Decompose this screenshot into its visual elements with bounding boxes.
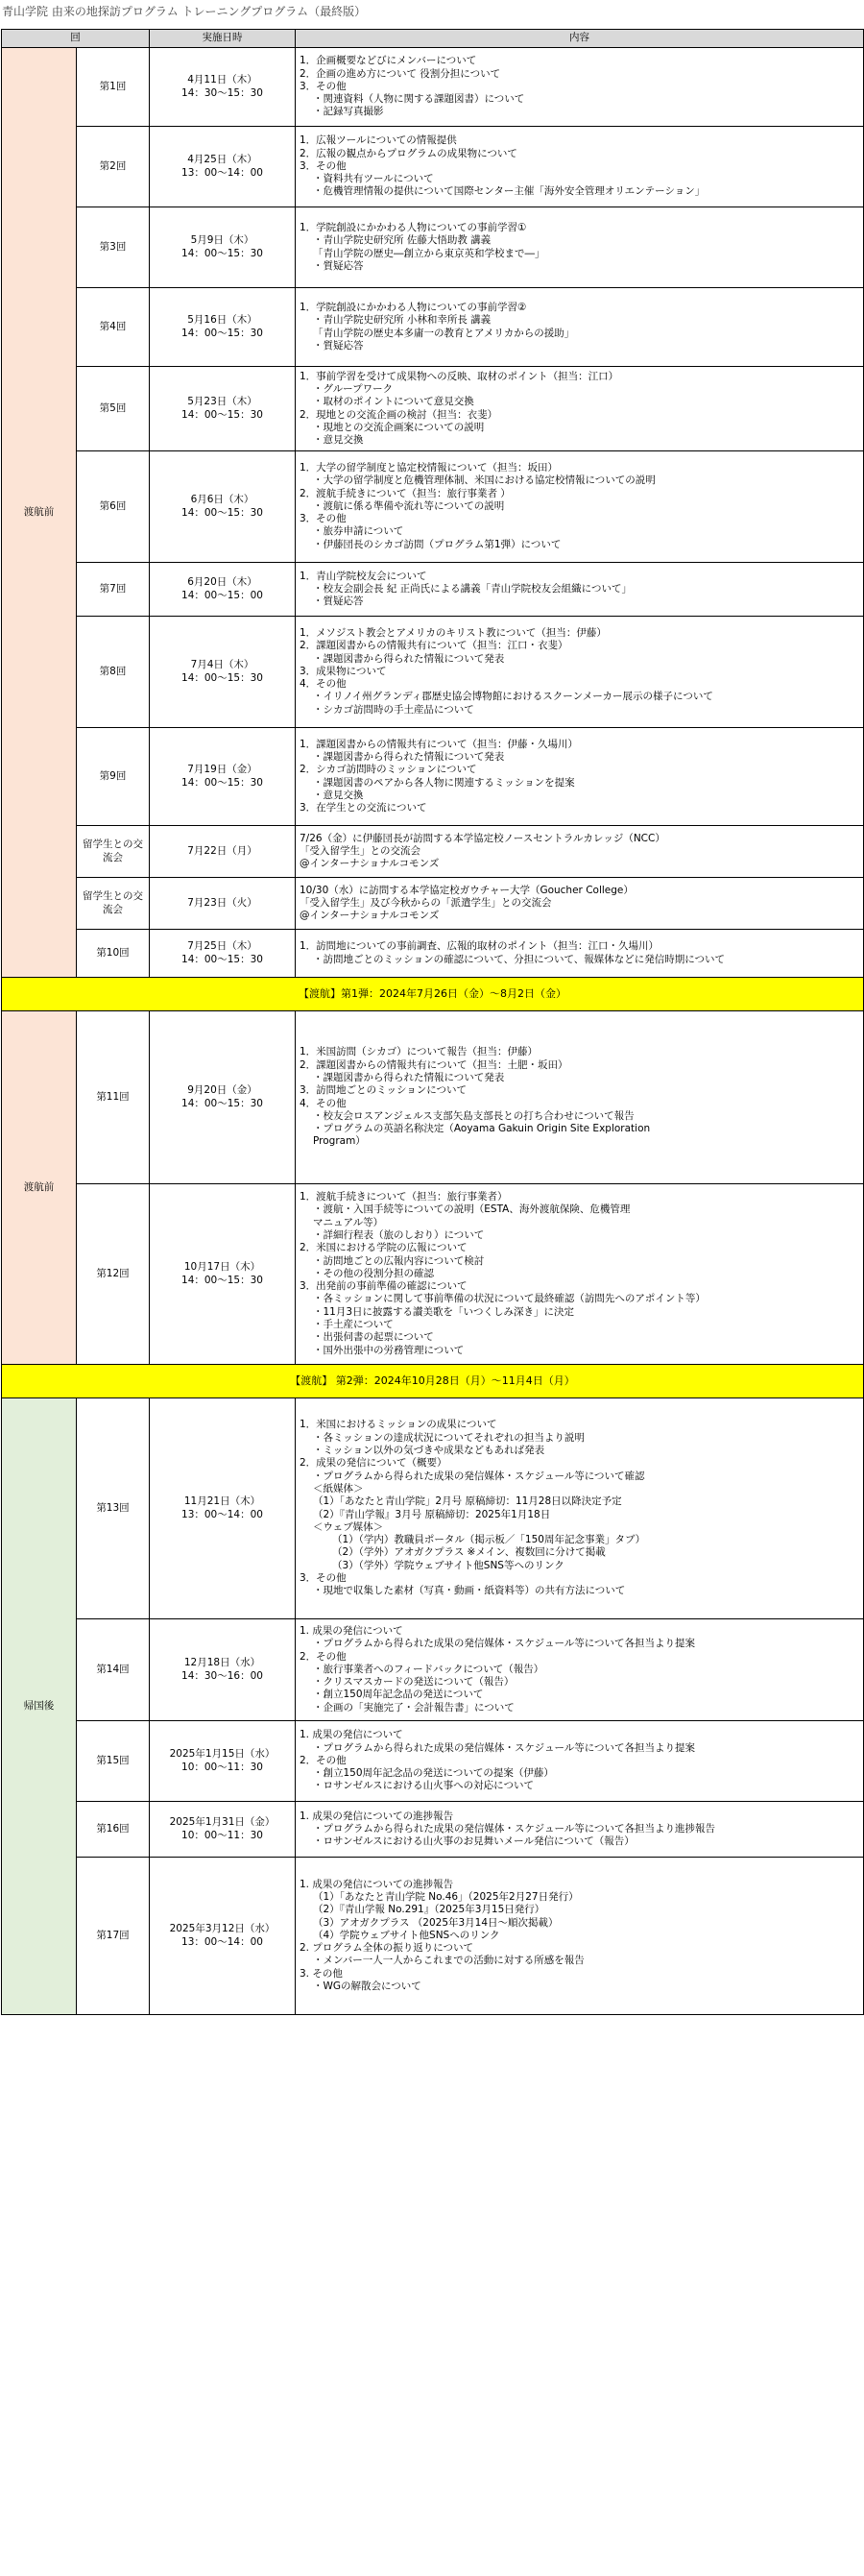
- session-row: [2, 1802, 864, 1858]
- content-line: ・創立150周年記念品の発送について: [313, 1689, 484, 1701]
- content-line: （2）『青山学報』3月号 原稿締切：2025年1月18日: [313, 1508, 551, 1520]
- content-line: 1．学院創設にかかわる人物についての事前学習①: [300, 221, 527, 233]
- session-content: [296, 48, 864, 127]
- session-date: 4月11日（木）: [187, 74, 257, 86]
- content-line: 2. プログラム全体の振り返りについて: [300, 1942, 474, 1955]
- session-time: 13：00～14：00: [181, 1935, 263, 1948]
- session-number: 第12回: [77, 1184, 150, 1365]
- session-row: [2, 930, 864, 978]
- session-datetime: [150, 728, 296, 826]
- content-line: 「青山学院の歴史本多庸一の教育とアメリカからの援助」: [313, 327, 575, 339]
- content-line: ・関連資料（人物に関する課題図書）について: [313, 93, 525, 106]
- content-line: 3．その他: [300, 513, 347, 525]
- session-content: [296, 1619, 864, 1721]
- content-line: @インターナショナルコモンズ: [300, 910, 440, 922]
- session-number: 第6回: [77, 451, 150, 563]
- session-time: 13：00～14：00: [181, 166, 263, 179]
- content-line: 2．シカゴ訪問時のミッションについて: [300, 764, 477, 776]
- session-row: [2, 127, 864, 207]
- session-number: 第15回: [77, 1721, 150, 1802]
- content-line: ・青山学院史研究所 佐藤大悟助教 講義: [313, 234, 492, 247]
- content-line: ・プログラムの英語名称決定（Aoyama Gakuin Origin Site Exploration: [313, 1123, 651, 1135]
- content-line: 2．成果の発信について（概要）: [300, 1457, 447, 1470]
- content-line: ・各ミッションの達成状況についてそれぞれの担当より説明: [313, 1431, 585, 1444]
- session-date: 6月6日（木）: [190, 494, 254, 506]
- content-line: 1．課題図書からの情報共有について（担当：伊藤・久場川）: [300, 738, 578, 750]
- session-row: [2, 878, 864, 930]
- session-datetime: [150, 563, 296, 617]
- content-line: （1）「あなたと青山学院 No.46」（2025年2月27日発行）: [313, 1890, 579, 1903]
- session-date: 7月23日（火）: [187, 896, 257, 909]
- session-content: [296, 367, 864, 451]
- session-time: 14：30～15：30: [181, 86, 263, 99]
- content-line: 7/26（金）に伊藤団長が訪問する本学協定校ノースセントラルカレッジ（NCC）: [300, 832, 665, 844]
- content-line: ・クリスマスカードの発送について（報告）: [313, 1676, 515, 1689]
- departure-band: [2, 1365, 864, 1398]
- session-row: [2, 207, 864, 288]
- session-row: [2, 451, 864, 563]
- session-row: [2, 1398, 864, 1619]
- session-date: 5月23日（木）: [187, 396, 257, 408]
- content-line: 2．渡航手続きについて（担当：旅行事業者 ）: [300, 487, 511, 499]
- session-time: 14：00～15：30: [181, 408, 263, 421]
- content-line: （3）（学外）学院ウェブサイト他SNS等へのリンク: [332, 1559, 564, 1571]
- session-number: 第13回: [77, 1398, 150, 1619]
- content-line: ・各ミッションに関して事前準備の状況について最終確認（訪問先へのアポイント等）: [313, 1293, 706, 1305]
- session-content: [296, 930, 864, 978]
- content-line: 3．在学生との交流について: [300, 802, 427, 814]
- session-time: 14：00～15：30: [181, 953, 263, 965]
- content-line: 4．その他: [300, 1097, 347, 1109]
- content-line: 1．渡航手続きについて（担当：旅行事業者）: [300, 1191, 508, 1203]
- content-line: 2．その他: [300, 1754, 347, 1766]
- session-number: 第5回: [77, 367, 150, 451]
- session-content: [296, 826, 864, 878]
- content-line: ・意見交換: [313, 789, 364, 801]
- session-number: 第1回: [77, 48, 150, 127]
- content-line: ・質疑応答: [313, 339, 364, 352]
- content-line: 1．米国におけるミッションの成果について: [300, 1419, 497, 1431]
- session-content: [296, 878, 864, 930]
- session-number: 第11回: [77, 1011, 150, 1184]
- session-datetime: [150, 1858, 296, 2015]
- content-line: ・課題図書から得られた情報について発表: [313, 1071, 505, 1083]
- session-content: [296, 288, 864, 367]
- content-line: マニュアル等）: [313, 1216, 384, 1228]
- content-line: ・課題図書のペアから各人物に関連するミッションを提案: [313, 776, 575, 789]
- session-date: 2025年1月15日（水）: [169, 1748, 276, 1761]
- session-datetime: [150, 367, 296, 451]
- session-date: 9月20日（金）: [187, 1084, 257, 1097]
- content-line: ・その他の役割分担の確認: [313, 1267, 434, 1279]
- phase-label: 渡航前: [2, 48, 77, 978]
- page-title: 青山学院 由来の地探訪プログラム トレーニングプログラム（最終版）: [2, 5, 367, 18]
- session-row: [2, 563, 864, 617]
- session-date: 2025年3月12日（水）: [169, 1923, 276, 1935]
- session-time: 14：00～15：30: [181, 506, 263, 519]
- session-date: 7月4日（木）: [190, 659, 254, 671]
- session-time: 14：00～15：30: [181, 776, 263, 789]
- session-number: 第7回: [77, 563, 150, 617]
- content-line: 3．その他: [300, 1571, 347, 1584]
- phase-label: 帰国後: [2, 1398, 77, 2015]
- session-date: 7月22日（月）: [187, 844, 257, 857]
- session-date: 5月16日（木）: [187, 314, 257, 327]
- content-line: ・プログラムから得られた成果の発信媒体・スケジュール等について確認: [313, 1470, 645, 1482]
- content-line: （1）（学内）教職員ポータル（掲示板／「150周年記念事業」タブ）: [332, 1534, 646, 1546]
- content-line: 1．企画概要などびにメンバーについて: [300, 55, 477, 67]
- content-line: 10/30（水）に訪問する本学協定校ガウチャー大学（Goucher College）: [300, 884, 634, 896]
- session-row: [2, 1619, 864, 1721]
- session-datetime: [150, 1802, 296, 1858]
- session-time: 14：00～15：30: [181, 671, 263, 684]
- session-row: [2, 288, 864, 367]
- content-line: @インターナショナルコモンズ: [300, 858, 440, 870]
- session-content: [296, 207, 864, 288]
- session-row: [2, 48, 864, 127]
- session-time: 14：00～15：30: [181, 327, 263, 339]
- content-line: ＜ウェブ媒体＞: [313, 1520, 384, 1533]
- session-row: [2, 826, 864, 878]
- session-content: [296, 563, 864, 617]
- session-content: [296, 728, 864, 826]
- session-content: [296, 1398, 864, 1619]
- session-datetime: [150, 1721, 296, 1802]
- content-line: 「青山学院の歴史―創立から東京英和学校まで―」: [313, 247, 545, 259]
- session-date: 6月20日（木）: [187, 576, 257, 589]
- content-line: （4）学院ウェブサイト他SNSへのリンク: [313, 1929, 500, 1941]
- content-line: 3．その他: [300, 80, 347, 92]
- session-row: [2, 1011, 864, 1184]
- content-line: 1. 成果の発信についての進捗報告: [300, 1878, 454, 1890]
- content-line: ・イリノイ州グランディ郡歴史協会博物館におけるスクーンメーカー展示の様子について: [313, 691, 713, 703]
- session-number: 第9回: [77, 728, 150, 826]
- content-line: 2．課題図書からの情報共有について（担当：土肥・坂田）: [300, 1058, 568, 1071]
- content-line: （3）アオガクプラス （2025年3月14日～順次掲載）: [313, 1916, 559, 1929]
- content-line: 1．メソジスト教会とアメリカのキリスト教について（担当：伊藤）: [300, 626, 607, 639]
- content-line: 1. 成果の発信について: [300, 1624, 403, 1637]
- content-line: ・シカゴ訪問時の手土産品について: [313, 703, 474, 716]
- session-content: [296, 1184, 864, 1365]
- content-line: ・グループワーク: [313, 382, 394, 395]
- content-line: ・意見交換: [313, 434, 364, 447]
- content-line: ・国外出張中の労務管理について: [313, 1344, 465, 1356]
- content-line: ・課題図書から得られた情報について発表: [313, 750, 505, 763]
- content-line: （2）（学外）アオガクプラス ※メイン、複数回に分けて掲載: [332, 1546, 606, 1559]
- session-time: 14：00～15：30: [181, 247, 263, 259]
- content-line: ・WGの解散会について: [313, 1981, 421, 1993]
- content-line: ・青山学院史研究所 小林和幸所長 講義: [313, 314, 492, 327]
- session-time: 13：00～14：00: [181, 1508, 263, 1520]
- session-number: 第8回: [77, 617, 150, 728]
- content-line: ・ロサンゼルスにおける山火事への対応について: [313, 1780, 534, 1792]
- content-line: Program）: [313, 1135, 366, 1148]
- session-number: 第14回: [77, 1619, 150, 1721]
- session-time: 14：00～15：30: [181, 1274, 263, 1286]
- content-line: ・手土産について: [313, 1319, 394, 1331]
- content-line: ・11月3日に披露する讃美歌を「いつくしみ深き」に決定: [313, 1305, 575, 1318]
- session-number: 留学生との交流会: [77, 826, 150, 878]
- content-line: ・質疑応答: [313, 259, 364, 272]
- content-line: 3．出発前の事前準備の確認について: [300, 1280, 468, 1293]
- content-line: ・詳細行程表（旅のしおり）について: [313, 1228, 485, 1241]
- session-date: 4月25日（木）: [187, 154, 257, 166]
- departure-band: [2, 978, 864, 1011]
- content-line: ・プログラムから得られた成果の発信媒体・スケジュール等について各担当より提案: [313, 1638, 696, 1650]
- departure-band-label: 【渡航】第1弾：2024年7月26日（金）～8月2日（金）: [2, 978, 864, 1011]
- content-line: ・現地で収集した素材（写真・動画・紙資料等）の共有方法について: [313, 1585, 626, 1597]
- session-time: 14：30～16：00: [181, 1669, 263, 1682]
- content-line: ・伊藤団長のシカゴ訪問（プログラム第1弾）について: [313, 538, 562, 550]
- content-line: 1. 成果の発信について: [300, 1729, 403, 1741]
- content-line: ・課題図書から得られた情報について発表: [313, 652, 505, 665]
- session-datetime: [150, 207, 296, 288]
- content-line: （2）『青山学報 No.291』（2025年3月15日発行）: [313, 1904, 545, 1916]
- session-row: [2, 1184, 864, 1365]
- session-date: 7月25日（木）: [187, 940, 257, 953]
- session-content: [296, 451, 864, 563]
- content-line: 1．大学の留学制度と協定校情報について（担当：坂田）: [300, 461, 558, 474]
- content-line: ・記録写真撮影: [313, 106, 384, 118]
- session-datetime: [150, 288, 296, 367]
- content-line: 「受入留学生」との交流会: [300, 844, 420, 857]
- content-line: ・大学の留学制度と危機管理体制、米国における協定校情報についての説明: [313, 474, 656, 487]
- session-content: [296, 617, 864, 728]
- session-number: 第4回: [77, 288, 150, 367]
- content-line: ・校友会ロスアンジェルス支部矢島支部長との打ち合わせについて報告: [313, 1109, 635, 1122]
- content-line: ・資料共有ツールについて: [313, 173, 434, 185]
- content-line: 1．訪問地についての事前調査、広報的取材のポイント（担当：江口・久場川）: [300, 940, 659, 953]
- session-date: 7月19日（金）: [187, 764, 257, 776]
- session-content: [296, 1802, 864, 1858]
- content-line: ・渡航に係る準備や流れ等についての説明: [313, 499, 505, 512]
- content-line: ・企画の「実施完了・会計報告書」について: [313, 1701, 515, 1713]
- content-line: 1．広報ツールについての情報提供: [300, 134, 457, 147]
- session-date: 10月17日（木）: [183, 1261, 261, 1274]
- content-line: 1．米国訪問（シカゴ）について報告（担当：伊藤）: [300, 1046, 538, 1058]
- content-line: 「受入留学生」及び今秋からの「派遣学生」との交流会: [300, 896, 552, 909]
- content-line: 1．事前学習を受けて成果物への反映、取材のポイント（担当：江口）: [300, 370, 619, 382]
- content-line: 1．学院創設にかかわる人物についての事前学習②: [300, 301, 527, 313]
- session-number: 第3回: [77, 207, 150, 288]
- session-date: 12月18日（水）: [183, 1657, 261, 1669]
- session-content: [296, 127, 864, 207]
- header-round: 回: [2, 30, 150, 48]
- session-number: 留学生との交流会: [77, 878, 150, 930]
- content-line: （1）「あなたと青山学院」2月号 原稿締切：11月28日以降決定予定: [313, 1495, 622, 1508]
- session-date: 5月9日（木）: [190, 234, 254, 247]
- session-datetime: [150, 930, 296, 978]
- content-line: 4．その他: [300, 678, 347, 691]
- session-time: 10：00～11：30: [181, 1829, 263, 1841]
- content-line: ・渡航・入国手続等についての説明（ESTA、海外渡航保険、危機管理: [313, 1203, 631, 1216]
- session-datetime: [150, 451, 296, 563]
- session-datetime: [150, 878, 296, 930]
- session-row: [2, 1721, 864, 1802]
- content-line: ・ロサンゼルスにおける山火事のお見舞いメール発信について（報告）: [313, 1835, 635, 1848]
- session-time: 10：00～11：30: [181, 1761, 263, 1773]
- session-datetime: [150, 127, 296, 207]
- header-row: [2, 30, 864, 48]
- content-line: ・取材のポイントについて意見交換: [313, 396, 474, 408]
- content-line: 2．現地との交流企画の検討（担当：衣斐）: [300, 408, 498, 421]
- session-date: 11月21日（木）: [183, 1495, 261, 1508]
- session-row: [2, 617, 864, 728]
- content-line: 1．青山学院校友会について: [300, 570, 427, 582]
- phase-label: 渡航前: [2, 1011, 77, 1365]
- session-datetime: [150, 1011, 296, 1184]
- content-line: ・訪問地ごとのミッションの確認について、分担について、報媒体などに発信時期について: [313, 953, 726, 965]
- content-line: ・プログラムから得られた成果の発信媒体・スケジュール等について各担当より進捗報告: [313, 1822, 716, 1835]
- departure-band-label: 【渡航】 第2弾：2024年10月28日（月）～11月4日（月）: [2, 1365, 864, 1398]
- content-line: 2．米国における学院の広報について: [300, 1242, 468, 1254]
- content-line: 3．その他: [300, 159, 347, 172]
- session-time: 14：00～15：30: [181, 1097, 263, 1109]
- session-datetime: [150, 1184, 296, 1365]
- session-number: 第10回: [77, 930, 150, 978]
- content-line: 2．企画の進め方について 役割分担について: [300, 67, 501, 80]
- content-line: ・旅券申請について: [313, 525, 404, 538]
- session-time: 14：00～15：00: [181, 589, 263, 601]
- content-line: 3．成果物について: [300, 665, 387, 677]
- content-line: ・旅行事業者へのフィードバックについて（報告）: [313, 1663, 544, 1675]
- content-line: 3．訪問地ごとのミッションについて: [300, 1084, 468, 1097]
- content-line: ・創立150周年記念品の発送についての提案（伊藤）: [313, 1767, 554, 1780]
- content-line: ・メンバー一人一人からこれまでの活動に対する所感を報告: [313, 1955, 585, 1967]
- header-datetime: 実施日時: [150, 30, 296, 48]
- content-line: ＜紙媒体＞: [313, 1482, 364, 1495]
- session-datetime: [150, 1398, 296, 1619]
- content-line: ・出張伺書の起票について: [313, 1331, 434, 1344]
- content-line: ・校友会副会長 紀 正尚氏による講義「青山学院校友会組織について」: [313, 582, 632, 595]
- content-line: 3. その他: [300, 1967, 343, 1980]
- session-row: [2, 367, 864, 451]
- content-line: ・危機管理情報の提供について国際センター主催「海外安全管理オリエンテーション」: [313, 185, 706, 198]
- content-line: 2．課題図書からの情報共有について（担当：江口・衣斐）: [300, 640, 568, 652]
- content-line: 2．その他: [300, 1650, 347, 1663]
- content-line: 1. 成果の発信についての進捗報告: [300, 1810, 454, 1822]
- header-content: 内容: [296, 30, 864, 48]
- session-number: 第2回: [77, 127, 150, 207]
- session-row: [2, 1858, 864, 2015]
- session-row: [2, 728, 864, 826]
- content-line: 2．広報の観点からプログラムの成果物について: [300, 147, 517, 159]
- session-date: 2025年1月31日（金）: [169, 1816, 276, 1829]
- content-line: ・プログラムから得られた成果の発信媒体・スケジュール等について各担当より提案: [313, 1741, 696, 1754]
- content-line: ・現地との交流企画案についての説明: [313, 421, 485, 433]
- session-datetime: [150, 48, 296, 127]
- session-content: [296, 1721, 864, 1802]
- session-number: 第16回: [77, 1802, 150, 1858]
- session-content: [296, 1011, 864, 1184]
- session-datetime: [150, 617, 296, 728]
- session-content: [296, 1858, 864, 2015]
- content-line: ・訪問地ごとの広報内容について検討: [313, 1254, 485, 1267]
- schedule-table: [1, 29, 864, 2015]
- content-line: ・ミッション以外の気づきや成果などもあれば発表: [313, 1445, 545, 1457]
- session-datetime: [150, 826, 296, 878]
- content-line: ・質疑応答: [313, 595, 364, 608]
- session-number: 第17回: [77, 1858, 150, 2015]
- session-datetime: [150, 1619, 296, 1721]
